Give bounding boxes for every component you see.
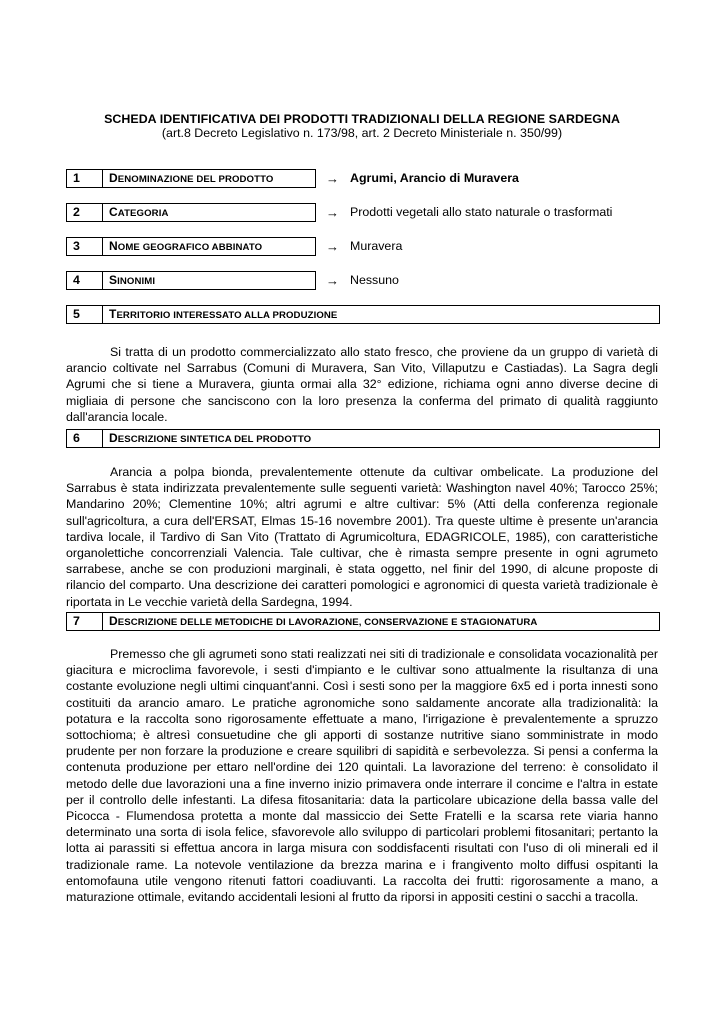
field-label: DENOMINAZIONE DEL PRODOTTO <box>109 171 274 185</box>
section-label: TERRITORIO INTERESSATO ALLA PRODUZIONE <box>109 307 338 321</box>
section-6-header <box>66 429 660 448</box>
section-number: 6 <box>67 430 103 447</box>
section-label: DESCRIZIONE DELLE METODICHE DI LAVORAZIONE, CONSERVAZIONE E STAGIONATURA <box>109 614 538 628</box>
field-4-value: Nessuno <box>350 273 399 287</box>
field-2-value: Prodotti vegetali allo stato naturale o trasformati <box>350 205 613 219</box>
field-number: 4 <box>67 272 103 289</box>
field-1-value: Agrumi, Arancio di Muravera <box>350 171 519 185</box>
field-4-box <box>66 271 316 290</box>
arrow-icon: → <box>326 239 339 254</box>
arrow-icon: → <box>326 273 339 288</box>
section-7-text: Premesso che gli agrumeti sono stati realizzati nei siti di tradizionale e consolidata vocazionalità per giacitura e microclima favorevole, i sesti d'impianto e le cultivar sono attualmente la risultanza di una costante evoluzione negli ultimi cinquant'anni. Così i sesti sono per la maggiore 6x5 ed i porta innesti sono costituiti da arancio amaro. Le pratiche agronomiche sono saldamente ancorate alla tradizionalità: la potatura e la raccolta sono rigorosamente effettuate a mano, l'irrigazione è prevalentemente a spruzzo sottochioma; è altresì consuetudine che gli apporti di sostanze nutritive siano somministrate in modo prudente per non forzare la produzione e creare squilibri di sapidità e serbevolezza. Si pensi a conferma la contenuta produzione per ettaro nell'ordine dei 120 quintali. La lavorazione del terreno: è consolidato il metodo delle due lavorazioni una a fine inverno inizio primavera onde interrare il concime e l'altra in estate per il controllo delle infestanti. La difesa fitosanitaria: data la particolare ubicazione della bassa valle del Picocca - Flumendosa protetta a monte dal massiccio dei Sette Fratelli e la scarsa rete viaria hanno determinato una sorta di isola felice, sfavorevole allo sviluppo di particolari problemi fitosanitari; pertanto la lotta ai parassiti si effettua ancora in larga misura con soddisfacenti risultati con l'uso di oli minerali ed il tradizionale rame. La notevole ventilazione da brezza marina e i frangivento molto diffusi ospitanti la entomofauna utile vengono ritenuti fattori coadiuvanti. La raccolta dei frutti: rigorosamente a mano, a maturazione ottimale, evitando accidentali lesioni al frutto da riporsi in appositi cestini o sacchi a tracolla. <box>66 647 658 905</box>
section-7-header <box>66 612 660 631</box>
arrow-icon: → <box>326 205 339 220</box>
section-label: DESCRIZIONE SINTETICA DEL PRODOTTO <box>109 431 312 445</box>
field-number: 1 <box>67 170 103 187</box>
field-label: CATEGORIA <box>109 205 169 219</box>
field-3-value: Muravera <box>350 239 403 253</box>
field-2-box <box>66 203 316 222</box>
field-label: NOME GEOGRAFICO ABBINATO <box>109 239 263 253</box>
section-6-text: Arancia a polpa bionda, prevalentemente ottenute da cultivar ombelicate. La produzione del Sarrabus è stata indirizzata prevalentemente sulle seguenti varietà: Washington navel 40%; Tarocco 25%; Mandarino 20%; Clementine 10%; altri agrumi e altre cultivar: 5% (Atti della conferenza regionale sull'agricoltura, a cura dell'ERSAT, Elmas 15-16 novembre 2001). Tra queste ultime è presente un'arancia tardiva locale, il Tardivo di San Vito (Trattato di Agrumicoltura, EDAGRICOLE, 1985), con caratteristiche organolettiche concorrenziali Valencia. Tale cultivar, che è rimasta sempre presente in ogni agrumeto sarrabese, anche se con produzioni marginali, è stata oggetto, nel finir del 1990, di alcune proposte di rilancio del comparto. Una descrizione dei caratteri pomologici e agronomici di questa varietà tradizionale è riportata in Le vecchie varietà della Sardegna, 1994. <box>66 465 658 609</box>
document-subtitle: (art.8 Decreto Legislativo n. 173/98, art. 2 Decreto Ministeriale n. 350/99) <box>161 126 563 140</box>
section-5-header <box>66 305 660 324</box>
arrow-icon: → <box>326 171 339 186</box>
section-number: 5 <box>67 306 103 323</box>
field-number: 2 <box>67 204 103 221</box>
field-1-box <box>66 169 316 188</box>
section-number: 7 <box>67 613 103 630</box>
field-label: SINONIMI <box>109 273 156 287</box>
field-number: 3 <box>67 238 103 255</box>
document-title: SCHEDA IDENTIFICATIVA DEI PRODOTTI TRADIZIONALI DELLA REGIONE SARDEGNA <box>104 112 620 126</box>
field-3-box <box>66 237 316 256</box>
section-5-text: Si tratta di un prodotto commercializzato allo stato fresco, che proviene da un gruppo di varietà di arancio coltivate nel Sarrabus (Comuni di Muravera, San Vito, Villaputzu e Castiadas). La Sagra degli Agrumi che si tiene a Muravera, giunta ormai alla 32° edizione, richiama ogni anno diverse decine di migliaia di persone che sanciscono con la loro presenza la conferma del primato di qualità raggiunto dall'arancia locale. <box>66 345 658 424</box>
